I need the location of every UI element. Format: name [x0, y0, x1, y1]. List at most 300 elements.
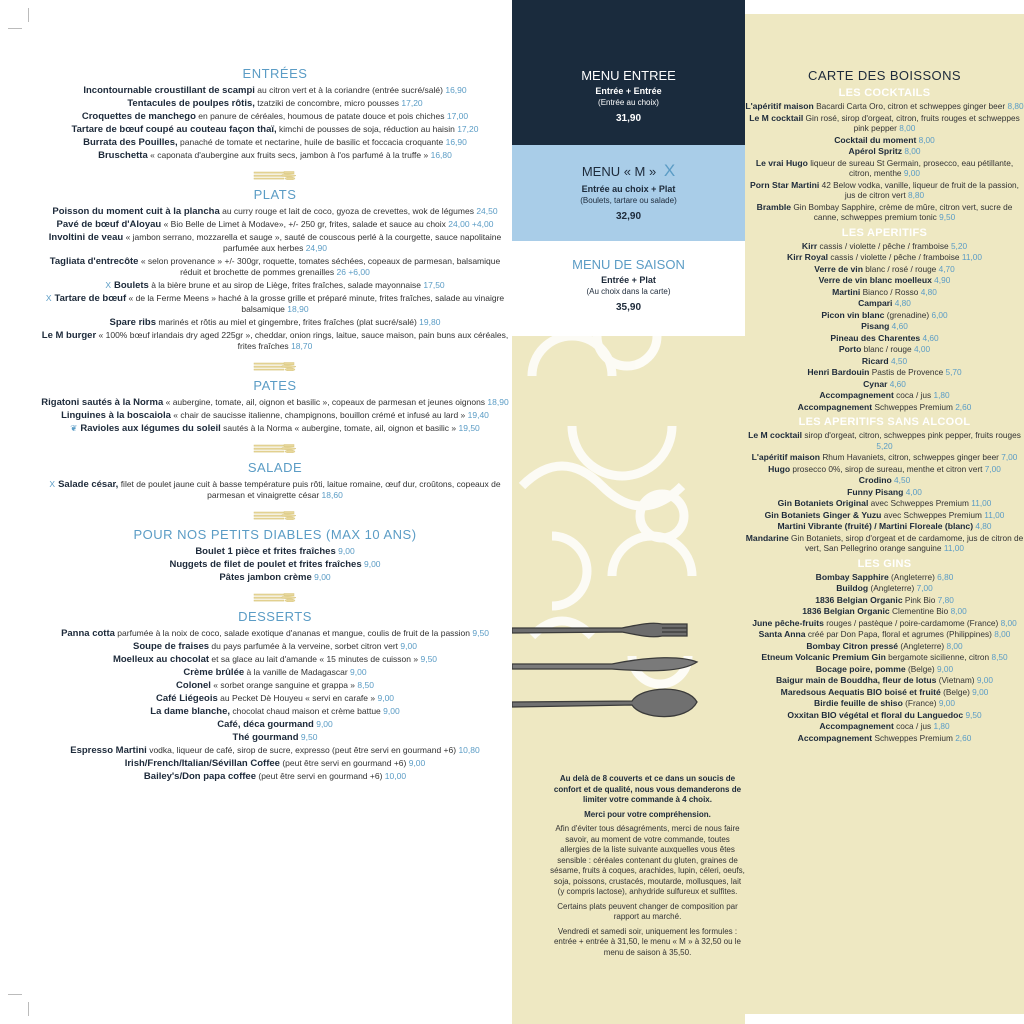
menu-item — [40, 293, 510, 315]
drink-price: 4,80 — [975, 521, 992, 531]
item-desc: « 100% bœuf irlandais dry aged 225gr », cheddar, onion rings, laitue, sauce maison, pain buns aux céréales, frites fraîches — [98, 330, 509, 351]
menu-item — [40, 98, 510, 109]
item-name: Moelleux au chocolat — [112, 654, 210, 665]
drink-price: 11,00 — [984, 509, 1005, 520]
item-price: 19,80 — [419, 317, 441, 327]
drink-item — [745, 733, 1024, 744]
drink-price: 7,00 — [1001, 452, 1018, 462]
item-name: Espresso Martini — [70, 745, 147, 756]
menu-item — [40, 206, 510, 217]
drink-desc: Pink Bio — [904, 594, 936, 605]
drink-name: Bocage poire, pomme — [815, 663, 906, 674]
drink-item — [745, 475, 1024, 486]
item-desc: « Bio Belle de Limet à Modave», +/- 250 gr, frites, salade et sauce au choix — [163, 219, 446, 229]
drink-desc: coca / jus — [896, 721, 932, 731]
drink-price: 6,00 — [931, 309, 948, 320]
item-price: 17,00 — [446, 111, 469, 121]
cutlery-divider-icon — [252, 510, 298, 520]
cutlery-divider-icon — [252, 592, 298, 602]
drink-desc: sirop d'orgeat, citron, schweppes pink pepper, fruits rouges — [804, 430, 1021, 440]
drink-item — [745, 721, 1024, 732]
drink-price: 4,90 — [934, 275, 951, 285]
item-desc: « selon provenance » +/- 300gr, roquette, tomates séchées, copeaux de parmesan, balsamique réduit et brochette de pommes grenailles — [140, 256, 501, 277]
item-price: 17,20 — [401, 98, 423, 108]
item-name: Panna cotta — [61, 628, 115, 639]
cutlery-divider-icon — [252, 361, 298, 371]
section-title: SALADE — [247, 460, 303, 475]
drink-item — [745, 710, 1024, 721]
drink-item — [745, 275, 1024, 286]
drink-price: 4,60 — [889, 378, 906, 389]
drink-name: Verre de vin blanc moelleux — [818, 275, 932, 285]
drink-item — [745, 158, 1024, 179]
item-price: 17,50 — [423, 280, 445, 290]
drink-price: 4,00 — [905, 486, 922, 497]
drink-desc: liqueur de sureau St Germain, prosecco, eau pétillante, citron, menthe — [810, 157, 1014, 178]
drink-name: Kirr Royal — [787, 252, 829, 262]
drink-price: 9,00 — [903, 168, 921, 178]
drink-name: Birdie feuille de shiso — [814, 698, 903, 708]
drink-desc: Bianco / Rosso — [862, 286, 919, 297]
menu-item — [40, 732, 510, 743]
drink-desc: Gin Botaniets, sirop d'orgeat et de cardamome, jus de citron de vert, San Pellegrino orange sanguine — [791, 532, 1024, 553]
menu-m-price: 32,90 — [615, 211, 642, 222]
drink-desc: Schweppes Premium — [874, 732, 953, 743]
drink-desc: (Vietnam) — [938, 675, 975, 685]
drink-price: 1,80 — [933, 390, 950, 400]
drink-desc: (Angleterre) — [900, 640, 945, 651]
menu-saison-price: 35,90 — [615, 302, 642, 313]
item-price: 24,50 — [476, 206, 498, 216]
drink-item — [745, 202, 1024, 223]
item-name: Pâtes jambon crème — [219, 572, 312, 583]
drink-price: 5,70 — [945, 367, 962, 377]
menu-item — [40, 641, 510, 652]
drink-price: 4,70 — [938, 263, 955, 274]
drink-price: 8,00 — [1000, 617, 1017, 628]
drink-name: Santa Anna — [758, 629, 806, 639]
item-price: 9,50 — [472, 628, 489, 638]
section-title: POUR NOS PETITS DIABLES (MAX 10 ANS) — [133, 527, 417, 542]
drink-desc: blanc / rouge — [863, 344, 912, 354]
menu-entree-title: MENU ENTREE — [581, 68, 676, 83]
crop-mark — [28, 8, 29, 22]
item-name: Incontournable croustillant de scampi — [83, 85, 255, 96]
drink-name: Bombay Sapphire — [815, 571, 889, 582]
item-desc: tzatziki de concombre, micro pousses — [257, 98, 400, 108]
drink-name: Bombay Citron pressé — [806, 640, 899, 651]
item-name: Boulet 1 pièce et frites fraîches — [195, 546, 336, 557]
drinks-section-title: LES COCKTAILS — [838, 87, 931, 99]
drink-price: 4,50 — [894, 475, 911, 485]
item-desc: chocolat chaud maison et crème battue — [232, 706, 381, 716]
drink-item — [745, 310, 1024, 321]
menu-entree-small: (Entrée au choix) — [598, 98, 659, 107]
menu-item — [40, 680, 510, 691]
drink-item — [745, 521, 1024, 532]
menu-m-title-row — [512, 161, 745, 181]
drink-desc: coca / jus — [896, 390, 932, 400]
x-mark-icon: X — [663, 161, 676, 180]
item-desc: « caponata d'aubergine aux fruits secs, jambon à l'os parfumé à la truffe » — [150, 150, 429, 160]
section-title: DESSERTS — [238, 609, 312, 624]
item-price: 26 +6,00 — [336, 267, 370, 277]
item-name: Soupe de fraises — [133, 641, 210, 652]
menus-column — [512, 0, 745, 1024]
drink-price: 7,00 — [984, 463, 1001, 474]
knife-icon — [512, 658, 697, 671]
menu-item — [40, 150, 510, 161]
drink-name: Funny Pisang — [847, 486, 904, 497]
drink-name: Campari — [858, 298, 893, 308]
drink-name: Hugo — [768, 463, 791, 474]
drink-desc: avec Schweppes Premium — [883, 509, 982, 520]
drink-name: Le M cocktail — [749, 112, 804, 123]
item-desc: marinés et rôtis au miel et gingembre, frites fraîches (plat sucré/salé) — [158, 317, 417, 327]
drink-item — [745, 452, 1024, 463]
menu-item — [40, 559, 510, 570]
drink-name: Oxxitan BIO végétal et floral du Languedoc — [787, 709, 964, 720]
drink-name: Kirr — [801, 240, 818, 251]
drink-price: 2,60 — [955, 732, 972, 743]
drink-item — [745, 241, 1024, 252]
drink-price: 8,00 — [950, 606, 967, 616]
drink-item — [745, 333, 1024, 344]
item-name: Crème brûlée — [183, 667, 245, 678]
item-desc: filet de poulet jaune cuit à basse température puis rôti, laitue romaine, œuf dur, croûtons, copeaux de parmesan et vinaigrette césar — [120, 479, 501, 500]
notice-p1: Au delà de 8 couverts et ce dans un soucis de confort et de qualité, nous vous demanderons de limiter votre commande à 4 choix. — [553, 774, 742, 804]
item-name: Poisson du moment cuit à la plancha — [52, 206, 220, 217]
drink-item — [745, 321, 1024, 332]
menu-item — [40, 137, 510, 148]
drink-price: 5,20 — [950, 240, 968, 251]
menu-item — [40, 219, 510, 230]
drink-name: Baigur main de Bouddha, fleur de lotus — [775, 675, 937, 685]
drink-item — [745, 264, 1024, 275]
drink-desc: (grenadine) — [886, 309, 930, 320]
drink-item — [745, 135, 1024, 146]
drink-name: Henri Bardouin — [807, 367, 870, 377]
item-desc: vodka, liqueur de café, sirop de sucre, expresso (peut être servi en gourmand +6) — [149, 745, 457, 755]
decor-panel — [512, 336, 745, 1024]
item-price: 8,50 — [357, 680, 374, 690]
item-price: 18,90 — [287, 304, 309, 314]
menu-m-title: MENU « M » — [581, 164, 657, 179]
drink-desc: Gin rosé, sirop d'orgeat, citron, fruits rouges et schweppes pink pepper — [805, 112, 1020, 133]
drink-desc: (Belge) — [943, 686, 970, 697]
drink-name: Pineau des Charentes — [830, 332, 921, 343]
menu-item — [40, 546, 510, 557]
drink-item — [745, 583, 1024, 594]
item-name: Colonel — [176, 680, 211, 691]
drink-price: 8,80 — [1007, 101, 1024, 111]
drink-price: 6,80 — [937, 571, 954, 582]
menu-m-sub: Entrée au choix + Plat — [581, 184, 676, 194]
drink-item — [745, 664, 1024, 675]
drink-price: 11,00 — [943, 543, 964, 553]
menu-item — [40, 771, 510, 782]
item-desc: kimchi de pousses de soja, réduction au haisin — [279, 124, 455, 134]
item-name: La dame blanche, — [150, 706, 231, 717]
item-price: 9,50 — [420, 654, 438, 664]
item-price: 19,40 — [467, 410, 489, 420]
item-desc: du pays parfumée à la verveine, sorbet citron vert — [211, 641, 399, 651]
drink-item — [745, 533, 1024, 554]
item-price: 9,00 — [314, 572, 331, 582]
drink-name: Ricard — [861, 355, 889, 366]
item-name: Café Liégeois — [155, 693, 218, 704]
drink-price: 7,00 — [916, 583, 933, 593]
item-price: 18,60 — [321, 490, 343, 500]
drink-name: Cocktail du moment — [834, 134, 917, 145]
cutlery-divider-icon — [252, 170, 298, 180]
menu-item — [40, 280, 510, 291]
drink-name: Maredsous Aequatis BIO boisé et fruité — [780, 686, 941, 697]
drink-price: 8,00 — [994, 629, 1011, 639]
drink-price: 8,80 — [908, 190, 925, 200]
fork-icon — [512, 623, 687, 637]
drink-item — [745, 390, 1024, 401]
menu-item — [40, 410, 510, 421]
drink-price: 1,80 — [933, 721, 950, 731]
drink-item — [745, 595, 1024, 606]
drink-item — [745, 379, 1024, 390]
drink-item — [745, 572, 1024, 583]
x-mark-icon: X — [45, 293, 52, 303]
notice-p4: Certains plats peuvent changer de composition par rapport au marché. — [557, 901, 738, 921]
drink-desc: Clementine Bio — [891, 606, 949, 616]
drink-desc: cassis / violette / pêche / framboise — [830, 252, 960, 262]
drinks-section-title: LES APERITIFS SANS ALCOOL — [798, 416, 971, 428]
drink-item — [745, 252, 1024, 263]
item-name: Bailey's/Don papa coffee — [143, 771, 256, 782]
drink-name: Porn Star Martini — [750, 179, 820, 190]
item-price: 24,00 +4,00 — [448, 219, 494, 229]
item-price: 24,90 — [305, 243, 327, 253]
drink-desc: blanc / rosé / rouge — [865, 263, 937, 274]
item-price: 19,50 — [458, 423, 480, 433]
item-desc: « sorbet orange sanguine et grappa » — [213, 680, 356, 690]
item-desc: parfumée à la noix de coco, salade exotique d'ananas et mangue, coulis de fruit de la passion — [117, 628, 471, 638]
drink-name: Accompagnement — [819, 390, 894, 400]
item-price: 18,90 — [487, 397, 509, 407]
drink-name: June pêche-fruits — [752, 617, 824, 628]
drink-name: Accompagnement — [797, 401, 873, 412]
drink-item — [745, 287, 1024, 298]
drink-price: 5,20 — [876, 440, 893, 451]
section-title: ENTRÉES — [242, 66, 308, 81]
item-desc: à la vanille de Madagascar — [246, 667, 348, 677]
food-menu-column — [40, 60, 510, 784]
drinks-title: CARTE DES BOISSONS — [808, 68, 961, 83]
item-name: Café, déca gourmand — [217, 719, 314, 730]
menu-item — [40, 654, 510, 665]
menu-item — [40, 111, 510, 122]
item-desc: « de la Ferme Meens » haché à la grosse grille et préparé minute, frites fraîches, salade au vinaigre balsamique — [128, 293, 505, 314]
menu-item — [40, 124, 510, 135]
item-name: Tartare de bœuf coupé au couteau façon thaï, — [71, 124, 277, 135]
drink-name: Le vrai Hugo — [755, 157, 808, 168]
drink-item — [745, 146, 1024, 157]
item-name: Croquettes de manchego — [81, 111, 196, 122]
drink-item — [745, 113, 1024, 134]
drink-name: Accompagnement — [797, 732, 873, 743]
menu-item — [40, 745, 510, 756]
drink-price: 8,50 — [991, 652, 1008, 662]
crop-mark — [8, 28, 22, 29]
menu-entree-sub: Entrée + Entrée — [595, 86, 662, 96]
notice-p3: Afin d'éviter tous désagréments, merci de nous faire savoir, au moment de votre commande, toutes allergies de la liste suivante auxquelles vous êtes sensible : céréales contenant du gluten, graines de sésame, fruits à coques, arachides, lupin, céleri, oeufs, soja, poissons, crustacés, moutarde, mollusques, lait (y compris lactose), anhydride sulfureux et sulfites. — [550, 824, 745, 896]
drink-name: Picon vin blanc — [821, 309, 885, 320]
item-name: Nuggets de filet de poulet et frites fraîches — [169, 559, 362, 570]
drink-price: 4,80 — [920, 286, 937, 297]
item-price: 16,90 — [445, 137, 467, 147]
item-price: 10,80 — [458, 745, 480, 755]
drink-price: 8,00 — [904, 146, 921, 156]
drink-price: 7,80 — [937, 594, 954, 605]
menu-item — [40, 479, 510, 501]
item-name: Salade césar, — [58, 479, 119, 490]
drink-item — [745, 498, 1024, 509]
menu-item — [40, 423, 510, 434]
menu-item — [40, 628, 510, 639]
item-name: Involtini de veau — [48, 232, 124, 243]
drink-desc: (Belge) — [907, 663, 935, 674]
drink-price: 4,60 — [891, 321, 908, 331]
item-price: 10,00 — [384, 771, 407, 781]
item-desc: au curry rouge et lait de coco, gyoza de crevettes, wok de légumes — [222, 206, 474, 216]
drink-desc: cassis / violette / pêche / framboise — [819, 240, 949, 251]
drink-item — [745, 698, 1024, 709]
drink-desc: Pastis de Provence — [871, 367, 944, 377]
item-desc: (peut être servi en gourmand +6) — [258, 771, 383, 781]
item-name: Boulets — [113, 280, 149, 291]
drink-item — [745, 298, 1024, 309]
drink-name: Bramble — [756, 201, 792, 212]
drink-desc: 42 Below vodka, vanille, liqueur de fruit de la passion, jus de citron vert — [821, 179, 1019, 200]
spoon-icon — [512, 689, 697, 717]
drink-price: 11,00 — [961, 252, 982, 262]
drink-desc: bergamote sicilienne, citron — [888, 652, 990, 662]
drink-item — [745, 675, 1024, 686]
item-name: Thé gourmand — [232, 732, 299, 743]
menu-item — [40, 693, 510, 704]
item-price: 9,00 — [316, 719, 333, 729]
drink-desc: Bacardi Carta Oro, citron et schweppes ginger beer — [816, 101, 1006, 111]
drink-name: Gin Botaniets Ginger & Yuzu — [764, 509, 882, 520]
drink-desc: avec Schweppes Premium — [870, 498, 969, 508]
drink-price: 9,00 — [937, 663, 954, 674]
drink-name: Verre de vin — [814, 263, 863, 274]
item-desc: panaché de tomate et nectarine, huile de basilic et foccacia croquante — [180, 137, 444, 147]
menu-m-box — [512, 145, 745, 241]
menu-item — [40, 706, 510, 717]
drink-name: Buildog — [836, 583, 869, 593]
notice-p5: Vendredi et samedi soir, uniquement les formules : entrée + entrée à 31,50, le menu « M » à 32,50 ou le menu de saison à 35,50. — [553, 926, 742, 957]
drink-item — [745, 606, 1024, 617]
item-name: Spare ribs — [109, 317, 156, 328]
item-desc: « chair de saucisse italienne, champignons, bouillon crémé et infusé au lard » — [173, 410, 466, 420]
menu-item — [40, 719, 510, 730]
drink-name: Martini Vibrante (fruité) / Martini Floreale (blanc) — [777, 521, 974, 531]
section-title: PATES — [253, 378, 297, 393]
x-mark-icon: X — [49, 479, 56, 489]
item-desc: « aubergine, tomate, ail, oignon et basilic », copeaux de parmesan et jeunes oignons — [165, 397, 486, 407]
item-price: 18,70 — [291, 341, 313, 351]
notice-p2: Merci pour votre compréhension. — [584, 809, 711, 819]
drink-desc: Gin Bombay Sapphire, crème de mûre, citron vert, sucre de canne, schweppes premium tonic — [793, 201, 1013, 222]
drink-item — [745, 687, 1024, 698]
menu-saison-title: MENU DE SAISON — [572, 257, 685, 272]
drink-name: Gin Botaniets Original — [777, 498, 869, 508]
drink-desc: prosecco 0%, sirop de sureau, menthe et citron vert — [792, 463, 983, 474]
menu-item — [40, 758, 510, 769]
drink-name: Mandarine — [745, 532, 789, 543]
drink-price: 9,00 — [976, 675, 994, 685]
drink-name: Porto — [838, 344, 862, 354]
drink-name: Pisang — [861, 321, 890, 331]
drink-name: Crodino — [858, 475, 892, 485]
drinks-column — [745, 14, 1024, 1014]
item-desc: et sa glace au lait d'amande « 15 minutes de cuisson » — [211, 654, 419, 664]
item-price: 9,50 — [300, 732, 318, 742]
drink-item — [745, 641, 1024, 652]
menu-item — [40, 85, 510, 96]
drink-price: 4,80 — [894, 298, 911, 308]
item-desc: à la bière brune et au sirop de Liège, frites fraîches, salade mayonnaise — [151, 280, 422, 290]
drink-price: 11,00 — [971, 498, 992, 508]
item-desc: sautés à la Norma « aubergine, tomate, ail, oignon et basilic » — [223, 423, 457, 433]
item-name: Irish/French/Italian/Sévillan Coffee — [124, 758, 280, 769]
drink-price: 8,00 — [918, 134, 935, 145]
menu-item — [40, 397, 510, 408]
drink-name: 1836 Belgian Organic — [802, 606, 890, 616]
item-name: Bruschetta — [98, 150, 148, 161]
drink-name: L'apéritif maison — [751, 452, 820, 462]
drink-name: L'apéritif maison — [745, 101, 814, 111]
section-title: PLATS — [253, 187, 297, 202]
menu-item — [40, 330, 510, 352]
drink-name: Accompagnement — [819, 721, 894, 731]
drink-price: 9,00 — [972, 686, 989, 697]
item-price: 16,80 — [430, 150, 452, 160]
item-name: Le M burger — [41, 330, 97, 341]
leaf-icon: ❦ — [70, 423, 78, 433]
drink-price: 4,60 — [922, 332, 939, 343]
drink-name: Martini — [832, 286, 861, 297]
drink-name: Le M cocktail — [748, 430, 803, 440]
drink-item — [745, 510, 1024, 521]
menu-item — [40, 256, 510, 278]
item-name: Rigatoni sautés à la Norma — [41, 397, 164, 408]
menu-entree-price: 31,90 — [615, 113, 642, 124]
crop-mark — [8, 994, 22, 995]
item-price: 9,00 — [408, 758, 426, 768]
crop-mark — [28, 1002, 29, 1016]
drink-desc: Schweppes Premium — [874, 401, 953, 412]
drink-name: Etneum Volcanic Premium Gin — [761, 652, 886, 662]
menu-saison-small: (Au choix dans la carte) — [586, 287, 671, 296]
drink-price: 4,50 — [890, 355, 908, 366]
drink-price: 4,00 — [913, 344, 931, 354]
drink-price: 8,00 — [946, 640, 963, 651]
item-desc: au Pecket Dè Houyeu « servi en carafe » — [220, 693, 376, 703]
item-name: Tentacules de poulpes rôtis, — [127, 98, 255, 109]
drink-desc: (France) — [905, 698, 937, 708]
menu-item — [40, 232, 510, 254]
menu-saison-box — [512, 241, 745, 336]
item-price: 9,00 — [363, 559, 381, 569]
